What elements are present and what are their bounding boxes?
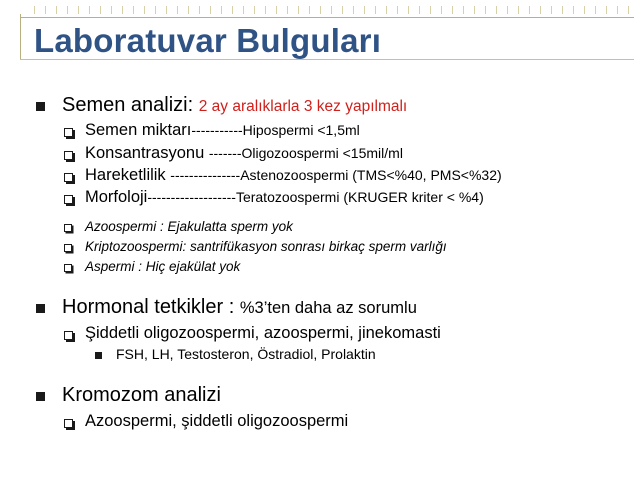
square-bullet-icon	[36, 304, 45, 313]
frame-decoration	[34, 6, 629, 14]
semen-note: 2 ay aralıklarla 3 kez yapılmalı	[198, 98, 408, 115]
square-bullet-icon	[36, 392, 45, 401]
semen-item-term: Konsantrasyonu	[85, 144, 209, 162]
hormonal-note: %3’ten daha az sorumlu	[239, 299, 417, 317]
hormonal-item: Şiddetli oligozoospermi, azoospermi, jinekomasti	[85, 324, 441, 342]
semen-item	[85, 188, 484, 207]
semen-item-desc: -----------Hipospermi <1,5ml	[191, 122, 360, 138]
semen-item-term: Morfoloji	[85, 188, 148, 206]
box-bullet-icon	[64, 195, 73, 204]
semen-heading	[62, 94, 407, 117]
semen-label: Semen analizi:	[62, 94, 199, 116]
semen-item-term: Hareketlilik	[85, 166, 171, 184]
title-frame-left	[20, 14, 21, 60]
slide-title: Laboratuvar Bulguları	[34, 22, 382, 59]
semen-item	[85, 121, 360, 140]
definition-item: Aspermi : Hiç ejakülat yok	[85, 259, 241, 274]
box-bullet-icon	[64, 128, 73, 137]
kromozom-heading: Kromozom analizi	[62, 384, 221, 406]
definition-item: Kriptozoospermi: santrifükasyon sonrası birkaç sperm varlığı	[85, 239, 447, 254]
semen-item	[85, 144, 403, 163]
box-bullet-icon	[64, 151, 73, 160]
kromozom-item: Azoospermi, şiddetli oligozoospermi	[85, 412, 349, 430]
box-bullet-icon	[64, 224, 72, 232]
semen-item-desc: -------Oligozoospermi <15mil/ml	[208, 145, 403, 161]
box-bullet-icon	[64, 264, 72, 272]
semen-item-desc: -------------------Teratozoospermi (KRUGER kriter < %4)	[147, 189, 484, 205]
hormonal-subitem: FSH, LH, Testosteron, Östradiol, Prolaktin	[116, 346, 376, 362]
hormonal-label: Hormonal tetkikler :	[62, 296, 240, 318]
definition-item: Azoospermi : Ejakulatta sperm yok	[85, 219, 293, 234]
square-bullet-icon	[36, 102, 45, 111]
semen-item	[85, 166, 502, 185]
box-bullet-icon	[64, 244, 72, 252]
hormonal-heading	[62, 296, 417, 319]
title-frame-top	[20, 17, 634, 18]
square-bullet-icon	[95, 352, 102, 359]
semen-item-term: Semen miktarı	[85, 121, 192, 139]
box-bullet-icon	[64, 331, 73, 340]
box-bullet-icon	[64, 173, 73, 182]
box-bullet-icon	[64, 419, 73, 428]
semen-item-desc: ---------------Astenozoospermi (TMS<%40, PMS<%32)	[170, 167, 502, 183]
